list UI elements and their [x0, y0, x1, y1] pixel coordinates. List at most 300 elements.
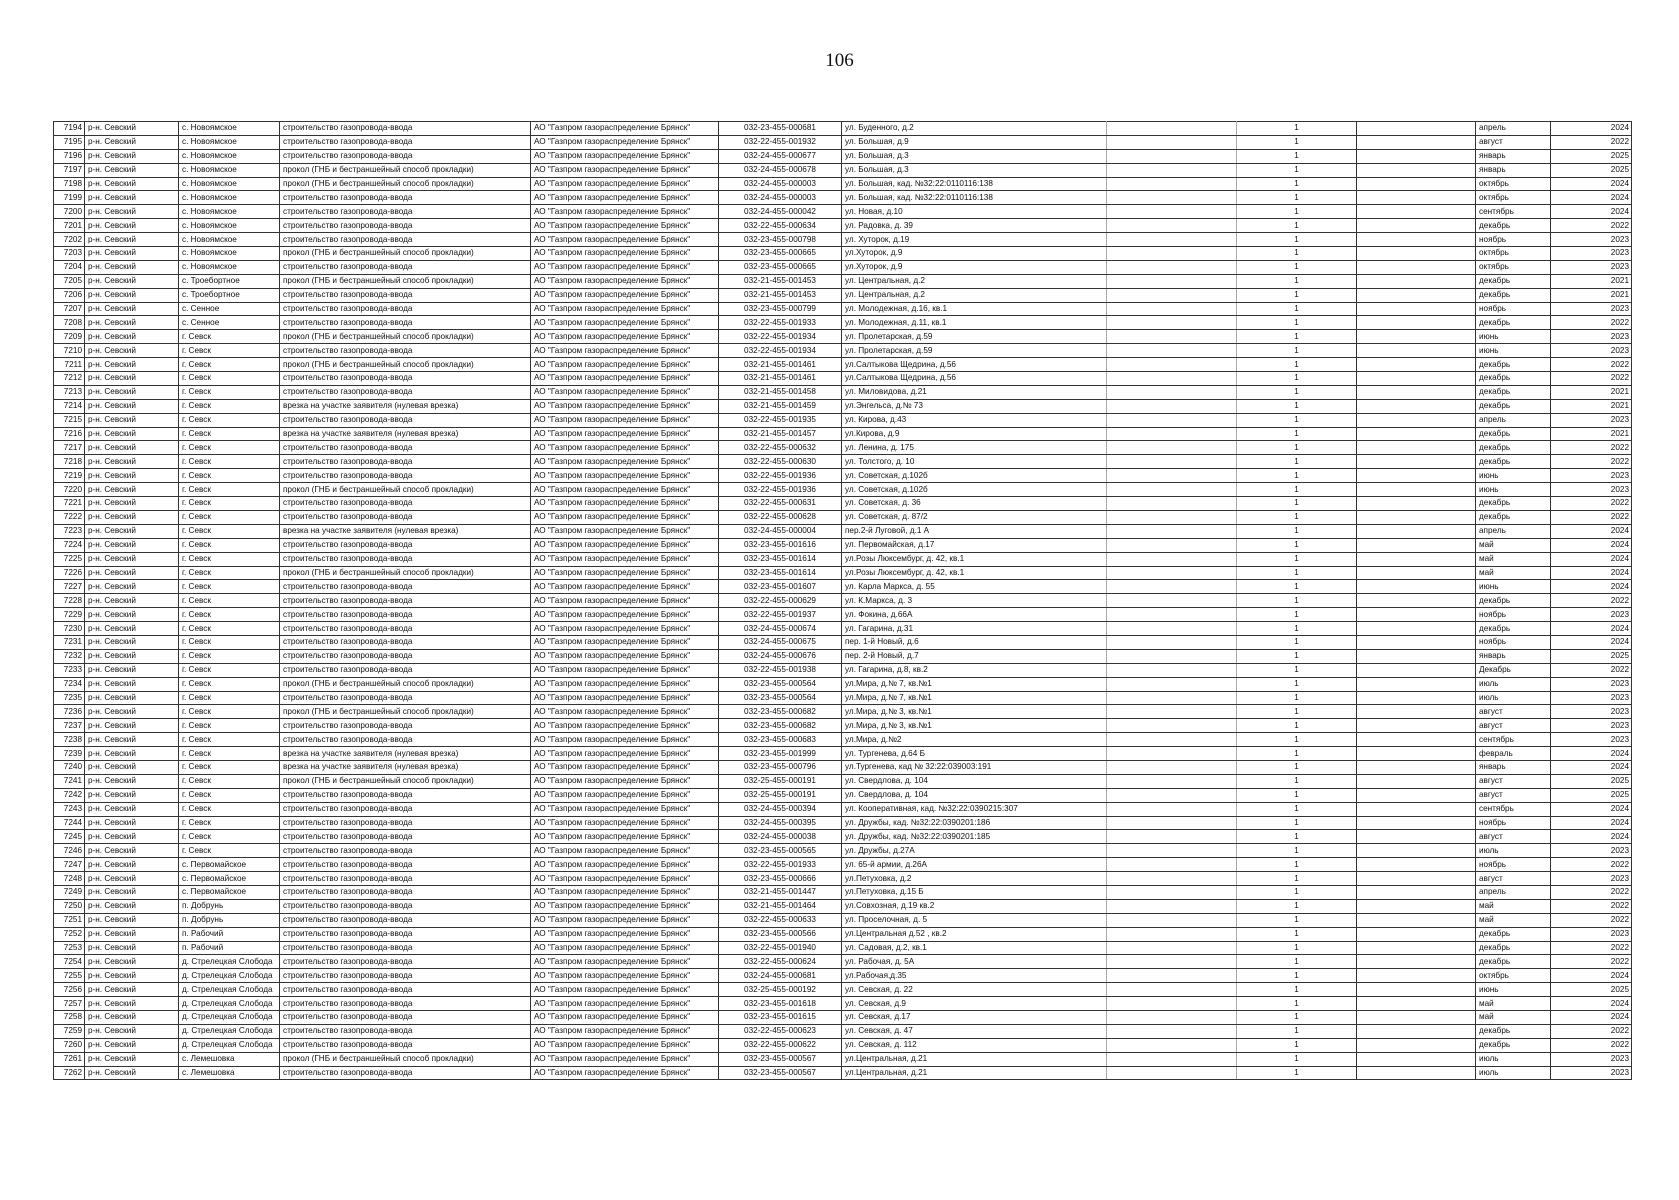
cell-empty [1357, 580, 1476, 594]
cell-application-code: 032-23-455-000566 [719, 927, 842, 941]
table-row [54, 219, 1632, 233]
cell-address: ул.Розы Люксембург, д. 42, кв.1 [842, 552, 1107, 566]
cell-district: р-н. Севский [85, 219, 179, 233]
table-row [54, 483, 1632, 497]
cell-organization: АО "Газпром газораспределение Брянск" [531, 969, 719, 983]
cell-empty [1107, 997, 1237, 1011]
cell-number: 7219 [54, 469, 85, 483]
cell-month: август [1476, 719, 1551, 733]
cell-quantity: 1 [1237, 427, 1357, 441]
cell-month: октябрь [1476, 969, 1551, 983]
cell-work-type: строительство газопровода-ввода [280, 233, 531, 247]
cell-locality: с. Первомайское [179, 885, 280, 899]
cell-organization: АО "Газпром газораспределение Брянск" [531, 191, 719, 205]
cell-organization: АО "Газпром газораспределение Брянск" [531, 566, 719, 580]
cell-empty [1107, 955, 1237, 969]
table-row [54, 163, 1632, 177]
cell-year: 2024 [1551, 191, 1632, 205]
cell-empty [1107, 691, 1237, 705]
cell-empty [1107, 733, 1237, 747]
cell-empty [1357, 524, 1476, 538]
cell-locality: с. Новоямское [179, 122, 280, 136]
cell-year: 2023 [1551, 733, 1632, 747]
cell-empty [1357, 913, 1476, 927]
cell-organization: АО "Газпром газораспределение Брянск" [531, 788, 719, 802]
cell-empty [1107, 316, 1237, 330]
cell-month: июнь [1476, 483, 1551, 497]
cell-locality: с. Новоямское [179, 149, 280, 163]
cell-district: р-н. Севский [85, 677, 179, 691]
cell-address: ул. Большая, кад. №32:22:0110116:138 [842, 191, 1107, 205]
cell-year: 2022 [1551, 219, 1632, 233]
cell-work-type: строительство газопровода-ввода [280, 1038, 531, 1052]
cell-empty [1357, 205, 1476, 219]
cell-quantity: 1 [1237, 816, 1357, 830]
cell-month: ноябрь [1476, 816, 1551, 830]
cell-organization: АО "Газпром газораспределение Брянск" [531, 941, 719, 955]
cell-application-code: 032-23-455-000683 [719, 733, 842, 747]
cell-number: 7220 [54, 483, 85, 497]
cell-number: 7240 [54, 760, 85, 774]
cell-application-code: 032-24-455-000676 [719, 649, 842, 663]
cell-empty [1357, 872, 1476, 886]
cell-organization: АО "Газпром газораспределение Брянск" [531, 705, 719, 719]
cell-address: ул. 65-й армии, д.26А [842, 858, 1107, 872]
cell-work-type: врезка на участке заявителя (нулевая врезка) [280, 427, 531, 441]
cell-empty [1107, 983, 1237, 997]
cell-work-type: прокол (ГНБ и бестраншейный способ прокладки) [280, 163, 531, 177]
cell-organization: АО "Газпром газораспределение Брянск" [531, 927, 719, 941]
cell-application-code: 032-22-455-001933 [719, 858, 842, 872]
cell-district: р-н. Севский [85, 566, 179, 580]
cell-empty [1357, 330, 1476, 344]
table-row [54, 497, 1632, 511]
cell-work-type: строительство газопровода-ввода [280, 844, 531, 858]
cell-quantity: 1 [1237, 288, 1357, 302]
cell-district: р-н. Севский [85, 844, 179, 858]
cell-year: 2024 [1551, 552, 1632, 566]
table-row [54, 872, 1632, 886]
cell-number: 7252 [54, 927, 85, 941]
cell-number: 7216 [54, 427, 85, 441]
cell-address: ул.Салтыкова Щедрина, д.56 [842, 358, 1107, 372]
cell-empty [1357, 1038, 1476, 1052]
cell-month: июнь [1476, 469, 1551, 483]
table-row [54, 941, 1632, 955]
cell-locality: г. Севск [179, 399, 280, 413]
cell-address: ул. Большая, кад. №32:22:0110116:138 [842, 177, 1107, 191]
cell-quantity: 1 [1237, 524, 1357, 538]
cell-work-type: строительство газопровода-ввода [280, 885, 531, 899]
cell-application-code: 032-24-455-000395 [719, 816, 842, 830]
cell-locality: с. Новоямское [179, 205, 280, 219]
cell-district: р-н. Севский [85, 135, 179, 149]
cell-work-type: строительство газопровода-ввода [280, 955, 531, 969]
cell-month: декабрь [1476, 358, 1551, 372]
cell-work-type: строительство газопровода-ввода [280, 122, 531, 136]
cell-quantity: 1 [1237, 274, 1357, 288]
cell-locality: с. Лемешовка [179, 1052, 280, 1066]
cell-work-type: строительство газопровода-ввода [280, 983, 531, 997]
cell-locality: д. Стрелецкая Слобода [179, 983, 280, 997]
cell-number: 7237 [54, 719, 85, 733]
cell-locality: г. Севск [179, 566, 280, 580]
cell-quantity: 1 [1237, 663, 1357, 677]
cell-empty [1107, 802, 1237, 816]
cell-empty [1107, 385, 1237, 399]
cell-month: май [1476, 899, 1551, 913]
cell-month: май [1476, 1011, 1551, 1025]
cell-address: ул. Центральная, д.2 [842, 288, 1107, 302]
cell-year: 2023 [1551, 691, 1632, 705]
cell-organization: АО "Газпром газораспределение Брянск" [531, 649, 719, 663]
cell-district: р-н. Севский [85, 913, 179, 927]
cell-quantity: 1 [1237, 941, 1357, 955]
cell-number: 7222 [54, 510, 85, 524]
table-row [54, 760, 1632, 774]
cell-application-code: 032-21-455-001447 [719, 885, 842, 899]
cell-work-type: прокол (ГНБ и бестраншейный способ прокладки) [280, 705, 531, 719]
cell-organization: АО "Газпром газораспределение Брянск" [531, 149, 719, 163]
cell-address: ул. Севская, д. 112 [842, 1038, 1107, 1052]
table-row [54, 538, 1632, 552]
cell-address: ул. Советская, д. 87/2 [842, 510, 1107, 524]
cell-year: 2025 [1551, 983, 1632, 997]
cell-organization: АО "Газпром газораспределение Брянск" [531, 1066, 719, 1080]
cell-quantity: 1 [1237, 330, 1357, 344]
cell-district: р-н. Севский [85, 969, 179, 983]
cell-address: ул. Тургенева, д.64 Б [842, 747, 1107, 761]
cell-number: 7253 [54, 941, 85, 955]
cell-organization: АО "Газпром газораспределение Брянск" [531, 483, 719, 497]
cell-application-code: 032-23-455-001614 [719, 566, 842, 580]
cell-application-code: 032-24-455-000675 [719, 635, 842, 649]
cell-empty [1107, 705, 1237, 719]
table-row [54, 635, 1632, 649]
cell-work-type: прокол (ГНБ и бестраншейный способ прокладки) [280, 247, 531, 261]
cell-work-type: врезка на участке заявителя (нулевая врезка) [280, 524, 531, 538]
table-row [54, 885, 1632, 899]
cell-number: 7262 [54, 1066, 85, 1080]
cell-empty [1357, 177, 1476, 191]
cell-organization: АО "Газпром газораспределение Брянск" [531, 524, 719, 538]
cell-address: пер. 2-й Новый, д.7 [842, 649, 1107, 663]
cell-year: 2025 [1551, 163, 1632, 177]
cell-locality: п. Добрунь [179, 913, 280, 927]
cell-quantity: 1 [1237, 844, 1357, 858]
cell-year: 2023 [1551, 1066, 1632, 1080]
cell-address: ул. Севская, д.9 [842, 997, 1107, 1011]
cell-application-code: 032-23-455-000567 [719, 1066, 842, 1080]
cell-month: ноябрь [1476, 858, 1551, 872]
cell-empty [1357, 733, 1476, 747]
cell-district: р-н. Севский [85, 538, 179, 552]
cell-number: 7199 [54, 191, 85, 205]
cell-number: 7207 [54, 302, 85, 316]
cell-application-code: 032-23-455-000564 [719, 677, 842, 691]
cell-month: декабрь [1476, 622, 1551, 636]
cell-organization: АО "Газпром газораспределение Брянск" [531, 288, 719, 302]
cell-month: декабрь [1476, 427, 1551, 441]
cell-empty [1357, 941, 1476, 955]
cell-application-code: 032-23-455-000666 [719, 872, 842, 886]
cell-month: Декабрь [1476, 663, 1551, 677]
cell-address: ул.Совхозная, д.19 кв.2 [842, 899, 1107, 913]
cell-district: р-н. Севский [85, 205, 179, 219]
cell-organization: АО "Газпром газораспределение Брянск" [531, 497, 719, 511]
cell-locality: г. Севск [179, 441, 280, 455]
cell-number: 7234 [54, 677, 85, 691]
cell-empty [1357, 774, 1476, 788]
table-row [54, 316, 1632, 330]
table-row [54, 955, 1632, 969]
cell-month: июль [1476, 1052, 1551, 1066]
cell-locality: г. Севск [179, 510, 280, 524]
cell-organization: АО "Газпром газораспределение Брянск" [531, 177, 719, 191]
cell-quantity: 1 [1237, 719, 1357, 733]
cell-year: 2022 [1551, 913, 1632, 927]
cell-number: 7242 [54, 788, 85, 802]
cell-year: 2021 [1551, 399, 1632, 413]
cell-organization: АО "Газпром газораспределение Брянск" [531, 663, 719, 677]
cell-district: р-н. Севский [85, 872, 179, 886]
table-row [54, 260, 1632, 274]
cell-work-type: строительство газопровода-ввода [280, 372, 531, 386]
cell-month: октябрь [1476, 260, 1551, 274]
table-row [54, 747, 1632, 761]
cell-year: 2023 [1551, 677, 1632, 691]
cell-work-type: строительство газопровода-ввода [280, 469, 531, 483]
cell-organization: АО "Газпром газораспределение Брянск" [531, 469, 719, 483]
cell-application-code: 032-24-455-000677 [719, 149, 842, 163]
cell-application-code: 032-23-455-000682 [719, 719, 842, 733]
cell-district: р-н. Севский [85, 635, 179, 649]
cell-organization: АО "Газпром газораспределение Брянск" [531, 733, 719, 747]
cell-address: ул. Дружбы, кад. №32:22:0390201:186 [842, 816, 1107, 830]
cell-district: р-н. Севский [85, 691, 179, 705]
cell-locality: п. Рабочий [179, 927, 280, 941]
cell-empty [1357, 497, 1476, 511]
cell-district: р-н. Севский [85, 747, 179, 761]
cell-locality: д. Стрелецкая Слобода [179, 997, 280, 1011]
cell-application-code: 032-22-455-001933 [719, 316, 842, 330]
cell-empty [1107, 844, 1237, 858]
cell-quantity: 1 [1237, 538, 1357, 552]
cell-number: 7241 [54, 774, 85, 788]
cell-district: р-н. Севский [85, 358, 179, 372]
cell-work-type: строительство газопровода-ввода [280, 205, 531, 219]
cell-address: ул. Севская, д.17 [842, 1011, 1107, 1025]
cell-locality: с. Новоямское [179, 247, 280, 261]
cell-number: 7246 [54, 844, 85, 858]
cell-month: октябрь [1476, 191, 1551, 205]
cell-year: 2023 [1551, 705, 1632, 719]
cell-empty [1357, 288, 1476, 302]
cell-district: р-н. Севский [85, 260, 179, 274]
cell-district: р-н. Севский [85, 524, 179, 538]
cell-district: р-н. Севский [85, 983, 179, 997]
cell-district: р-н. Севский [85, 330, 179, 344]
table-row [54, 302, 1632, 316]
cell-quantity: 1 [1237, 899, 1357, 913]
cell-work-type: строительство газопровода-ввода [280, 872, 531, 886]
cell-organization: АО "Газпром газораспределение Брянск" [531, 594, 719, 608]
cell-quantity: 1 [1237, 483, 1357, 497]
cell-organization: АО "Газпром газораспределение Брянск" [531, 413, 719, 427]
table-row [54, 858, 1632, 872]
cell-empty [1107, 566, 1237, 580]
cell-empty [1357, 1024, 1476, 1038]
cell-application-code: 032-22-455-001932 [719, 135, 842, 149]
cell-work-type: строительство газопровода-ввода [280, 927, 531, 941]
cell-work-type: строительство газопровода-ввода [280, 191, 531, 205]
cell-empty [1107, 622, 1237, 636]
cell-empty [1107, 594, 1237, 608]
cell-empty [1357, 927, 1476, 941]
cell-empty [1357, 260, 1476, 274]
cell-number: 7198 [54, 177, 85, 191]
cell-address: ул. Большая, д.3 [842, 163, 1107, 177]
cell-organization: АО "Газпром газораспределение Брянск" [531, 441, 719, 455]
cell-month: июль [1476, 1066, 1551, 1080]
cell-application-code: 032-22-455-000631 [719, 497, 842, 511]
cell-address: ул.Тургенева, кад № 32:22:039003:191 [842, 760, 1107, 774]
table-row [54, 552, 1632, 566]
cell-empty [1107, 205, 1237, 219]
cell-address: ул.Петуховка, д.15 Б [842, 885, 1107, 899]
cell-number: 7225 [54, 552, 85, 566]
cell-locality: г. Севск [179, 719, 280, 733]
cell-empty [1107, 524, 1237, 538]
table-row [54, 774, 1632, 788]
cell-month: декабрь [1476, 1038, 1551, 1052]
table-row [54, 205, 1632, 219]
cell-organization: АО "Газпром газораспределение Брянск" [531, 1011, 719, 1025]
cell-district: р-н. Севский [85, 122, 179, 136]
cell-organization: АО "Газпром газораспределение Брянск" [531, 997, 719, 1011]
cell-locality: с. Новоямское [179, 177, 280, 191]
cell-locality: г. Севск [179, 427, 280, 441]
cell-year: 2023 [1551, 719, 1632, 733]
cell-year: 2025 [1551, 788, 1632, 802]
cell-organization: АО "Газпром газораспределение Брянск" [531, 955, 719, 969]
cell-locality: с. Новоямское [179, 260, 280, 274]
cell-month: декабрь [1476, 316, 1551, 330]
cell-application-code: 032-22-455-000630 [719, 455, 842, 469]
cell-empty [1107, 274, 1237, 288]
cell-address: ул. Большая, д.9 [842, 135, 1107, 149]
cell-empty [1357, 830, 1476, 844]
cell-empty [1357, 622, 1476, 636]
cell-number: 7212 [54, 372, 85, 386]
cell-number: 7250 [54, 899, 85, 913]
cell-empty [1357, 983, 1476, 997]
cell-month: декабрь [1476, 399, 1551, 413]
cell-number: 7231 [54, 635, 85, 649]
cell-year: 2023 [1551, 844, 1632, 858]
cell-year: 2025 [1551, 774, 1632, 788]
cell-work-type: строительство газопровода-ввода [280, 802, 531, 816]
cell-number: 7261 [54, 1052, 85, 1066]
cell-year: 2023 [1551, 927, 1632, 941]
cell-district: р-н. Севский [85, 413, 179, 427]
cell-month: апрель [1476, 122, 1551, 136]
cell-number: 7217 [54, 441, 85, 455]
cell-application-code: 032-22-455-001936 [719, 483, 842, 497]
cell-empty [1357, 608, 1476, 622]
registry-table [53, 121, 1632, 1080]
cell-quantity: 1 [1237, 469, 1357, 483]
cell-district: р-н. Севский [85, 288, 179, 302]
cell-work-type: строительство газопровода-ввода [280, 997, 531, 1011]
cell-quantity: 1 [1237, 594, 1357, 608]
cell-organization: АО "Газпром газораспределение Брянск" [531, 274, 719, 288]
cell-year: 2022 [1551, 858, 1632, 872]
cell-locality: п. Добрунь [179, 899, 280, 913]
cell-work-type: строительство газопровода-ввода [280, 552, 531, 566]
cell-year: 2023 [1551, 260, 1632, 274]
cell-month: ноябрь [1476, 233, 1551, 247]
cell-organization: АО "Газпром газораспределение Брянск" [531, 719, 719, 733]
cell-month: июль [1476, 844, 1551, 858]
cell-locality: г. Севск [179, 372, 280, 386]
cell-locality: г. Севск [179, 816, 280, 830]
cell-work-type: строительство газопровода-ввода [280, 816, 531, 830]
cell-empty [1107, 899, 1237, 913]
cell-application-code: 032-23-455-001618 [719, 997, 842, 1011]
cell-district: р-н. Севский [85, 1024, 179, 1038]
cell-number: 7257 [54, 997, 85, 1011]
cell-application-code: 032-23-455-001607 [719, 580, 842, 594]
cell-application-code: 032-22-455-000633 [719, 913, 842, 927]
cell-district: р-н. Севский [85, 816, 179, 830]
cell-organization: АО "Газпром газораспределение Брянск" [531, 844, 719, 858]
cell-empty [1357, 344, 1476, 358]
cell-quantity: 1 [1237, 316, 1357, 330]
cell-application-code: 032-22-455-001940 [719, 941, 842, 955]
cell-address: ул. Радовка, д. 39 [842, 219, 1107, 233]
cell-number: 7251 [54, 913, 85, 927]
cell-address: ул.Мира, д.№ 3, кв.№1 [842, 719, 1107, 733]
cell-application-code: 032-22-455-000628 [719, 510, 842, 524]
cell-month: декабрь [1476, 441, 1551, 455]
cell-district: р-н. Севский [85, 622, 179, 636]
cell-year: 2024 [1551, 969, 1632, 983]
table-row [54, 372, 1632, 386]
cell-address: ул. Рабочая, д. 5А [842, 955, 1107, 969]
cell-district: р-н. Севский [85, 899, 179, 913]
cell-number: 7221 [54, 497, 85, 511]
cell-address: ул.Розы Люксембург, д. 42, кв.1 [842, 566, 1107, 580]
cell-application-code: 032-25-455-000192 [719, 983, 842, 997]
cell-quantity: 1 [1237, 399, 1357, 413]
cell-empty [1107, 1038, 1237, 1052]
cell-work-type: строительство газопровода-ввода [280, 135, 531, 149]
cell-quantity: 1 [1237, 413, 1357, 427]
cell-month: май [1476, 997, 1551, 1011]
cell-locality: г. Севск [179, 497, 280, 511]
cell-address: ул.Салтыкова Щедрина, д.56 [842, 372, 1107, 386]
cell-work-type: строительство газопровода-ввода [280, 219, 531, 233]
cell-address: ул.Хуторок, д.9 [842, 260, 1107, 274]
cell-empty [1357, 691, 1476, 705]
cell-year: 2024 [1551, 830, 1632, 844]
cell-work-type: строительство газопровода-ввода [280, 1066, 531, 1080]
cell-address: ул. Пролетарская, д.59 [842, 330, 1107, 344]
cell-application-code: 032-22-455-000624 [719, 955, 842, 969]
cell-organization: АО "Газпром газораспределение Брянск" [531, 1024, 719, 1038]
cell-application-code: 032-23-455-000681 [719, 122, 842, 136]
